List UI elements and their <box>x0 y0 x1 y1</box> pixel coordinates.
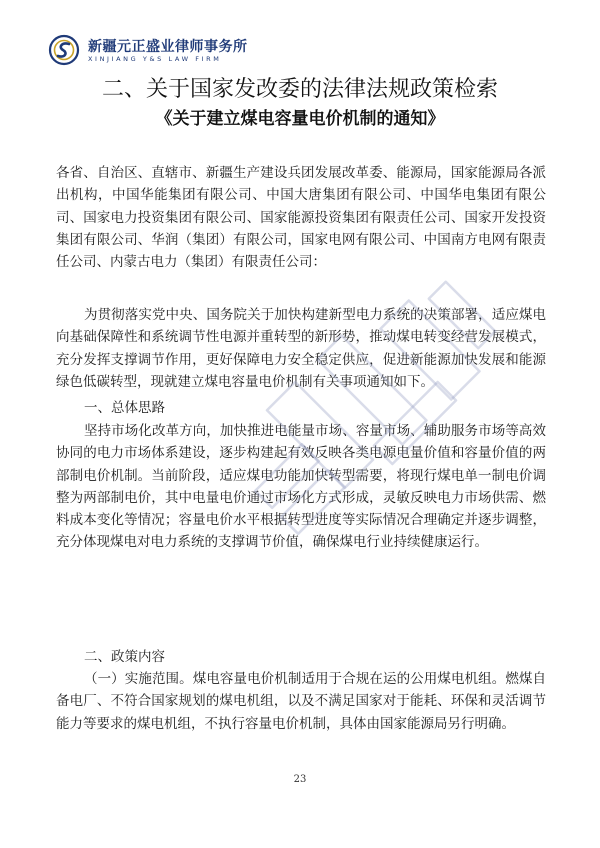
scope-paragraph: （一）实施范围。煤电容量电价机制适用于合规在运的公用煤电机组。燃煤自备电厂、不符合国家规划的煤电机组，以及不满足国家对于能耗、环保和灵活调节能力等要求的煤电机组，不执行容量电价机制，具体由国家能源局另行明确。 <box>56 671 546 732</box>
document-title: 《关于建立煤电容量电价机制的通知》 <box>155 109 445 129</box>
section-title: 二、关于国家发改委的法律法规政策检索 <box>101 77 498 102</box>
page-header <box>48 30 568 70</box>
heading-general-approach: 一、总体思路 <box>84 400 165 416</box>
heading-policy-content: 二、政策内容 <box>84 649 165 665</box>
intro-paragraph: 为贯彻落实党中央、国务院关于加快构建新型电力系统的决策部署，适应煤电向基础保障性和系统调节性电源并重转型的新形势，推动煤电转变经营发展模式，充分发挥支撑调节作用，更好保障电力安全稳定供应，促进新能源加快发展和能源绿色低碳转型，现就建立煤电容量电价机制有关事项通知如下。 <box>56 307 546 390</box>
addressees-paragraph: 各省、自治区、直辖市、新疆生产建设兵团发展改革委、能源局，国家能源局各派出机构，中国华能集团有限公司、中国大唐集团有限公司、中国华电集团有限公司、国家电力投资集团有限公司、国家能源投资集团有限责任公司、国家开发投资集团有限公司、华润（集团）有限公司，国家电网有限公司、中国南方电网有限责任公司、内蒙古电力（集团）有限责任公司： <box>56 165 546 271</box>
general-approach-paragraph: 坚持市场化改革方向，加快推进电能量市场、容量市场、辅助服务市场等高效协同的电力市场体系建设，逐步构建起有效反映各类电源电量价值和容量价值的两部制电价机制。当前阶段，适应煤电功能加快转型需要，将现行煤电单一制电价调整为两部制电价，其中电量电价通过市场化方式形成，灵敏反映电力市场供需、燃料成本变化等情况；容量电价水平根据转型进度等实际情况合理确定并逐步调整，充分体现煤电对电力系统的支撑调节价值，确保煤电行业持续健康运行。 <box>56 423 546 551</box>
firm-logo-icon <box>48 34 80 66</box>
firm-name-cn: 新疆元正盛业律师事务所 <box>88 39 248 55</box>
page-number: 23 <box>293 774 307 785</box>
firm-name-en: XINJIANG Y&S LAW FIRM <box>88 55 222 63</box>
